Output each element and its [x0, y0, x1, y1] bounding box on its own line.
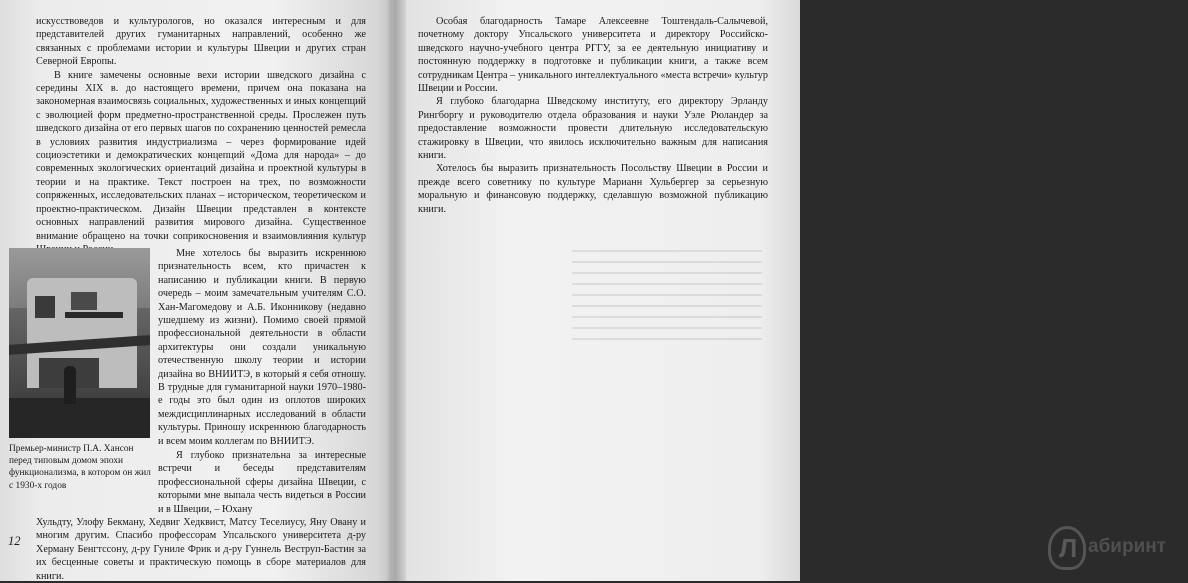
- left-page: [0, 0, 392, 581]
- paragraph: В книге замечены основные вехи истории шведского дизайна с середины XIX в. до настоящего времени, причем она показана на закономерная взаимосвязь социальных, художественных и иных концепций с эволюцией форм предметно-пространственной среды. Прослежен путь шведского дизайна от его первых шагов по сохранению ценностей ремесла в условиях развития индустриализма – через формирование идей социоэстетики и демократических концепций «Дома для народа» – до современных экологических ориентаций дизайна и проектной культуры в теории и на практике. Текст построен на трех, по возможности сопряженных, исследовательских планах – историческом, теоретическом и проектно-практическом. Дизайн Швеции представлен в контексте основных направлений развития мирового дизайна. Существенное внимание обращено на точки соприкосновения и взаимовлияния культур: [36, 69, 366, 242]
- watermark-logo-icon: [1048, 526, 1086, 570]
- left-bottom-text: [36, 449, 366, 583]
- historical-photo: [9, 248, 150, 438]
- show-through-text: [572, 250, 762, 370]
- paragraph: искусствоведов и культурологов, но оказался интересным и для представителей других гуманитарных направлений, особенно же связанных с проблемами истории и культуры Швеции и других стран Северной Европы.: [36, 16, 366, 68]
- right-page: [392, 0, 1167, 581]
- watermark-sign: Л: [1059, 533, 1078, 563]
- paragraph-continued: Хульдту, Улофу Бекману, Хедвиг Хедквист, Матсу Теселиусу, Яну Овану и многим другим. Спасибо профессорам Упсальского университета д-ру Херману Бенгтссону, д-ру Гуниле Фрик и д-ру Гуннель Веструп-Бастин за их бесценные советы и практическую помощь в сборе материалов для книги.: [36, 517, 366, 582]
- photo-caption: Премьер-министр П.А. Хансон перед типовым домом эпохи функционализма, в котором он жил с 1930-х годов: [9, 444, 151, 491]
- page-number: 12: [8, 534, 21, 548]
- paragraph: Я глубоко благодарна Шведскому институту, его директору Эрланду Рингборгу и руководителю отдела образования и науки Уэле Рюландер за предоставление возможности провести длительную исследовательскую стажировку в Швеции, что явилось исключительно важным для написания книги.: [418, 96, 768, 162]
- paragraph: Особая благодарность Тамаре Алексеевне Тоштендаль-Салычевой, почетному доктору Упсальского университета и директору Российско-шведского научно-учебного центра РГГУ, за ее деятельную инициативу и постоянную поддержку в подготовке и публикации книги, а также всем сотрудникам Центра – уникального интеллектуального «места встречи» культур Швеции и России.: [418, 16, 768, 95]
- paragraph: Мне хотелось бы выразить искреннюю признательность всем, кто причастен к написанию и публикации книги. В первую очередь – моим замечательным учителям С.О. Хан-Магомедову и А.Б. Иконникову (недавно ушедшему из жизни). Помимо своей прямой профессиональной деятельности в области архитектуры они создали уникальную отечественную школу теории и истории дизайна во ВНИИТЭ, в который я себя отношу. В трудные для гуманитарной науки 1970–1980-е годы это был один из оплотов широких междисциплинарных исследований в области культуры. Приношу искреннюю благодарность и всем моим коллегам по ВНИИТЭ.: [158, 248, 366, 447]
- paragraph: Я глубоко признательна за интересные встречи и беседы представителям профессиональной сферы дизайна Швеции, с которыми мне выпала честь видеться в России и в Швеции, – Юхану: [158, 450, 366, 515]
- watermark-text: абиринт: [1088, 536, 1167, 557]
- watermark: [1048, 522, 1188, 574]
- left-top-text: [36, 15, 366, 256]
- left-side-text: [158, 247, 366, 448]
- right-page-text: [418, 15, 768, 216]
- paragraph: Хотелось бы выразить признательность Посольству Швеции в России и прежде всего советнику по культуре Марианн Хульбергер за серьезную моральную и финансовую поддержку, сделавшую возможной публикацию книги.: [418, 163, 768, 215]
